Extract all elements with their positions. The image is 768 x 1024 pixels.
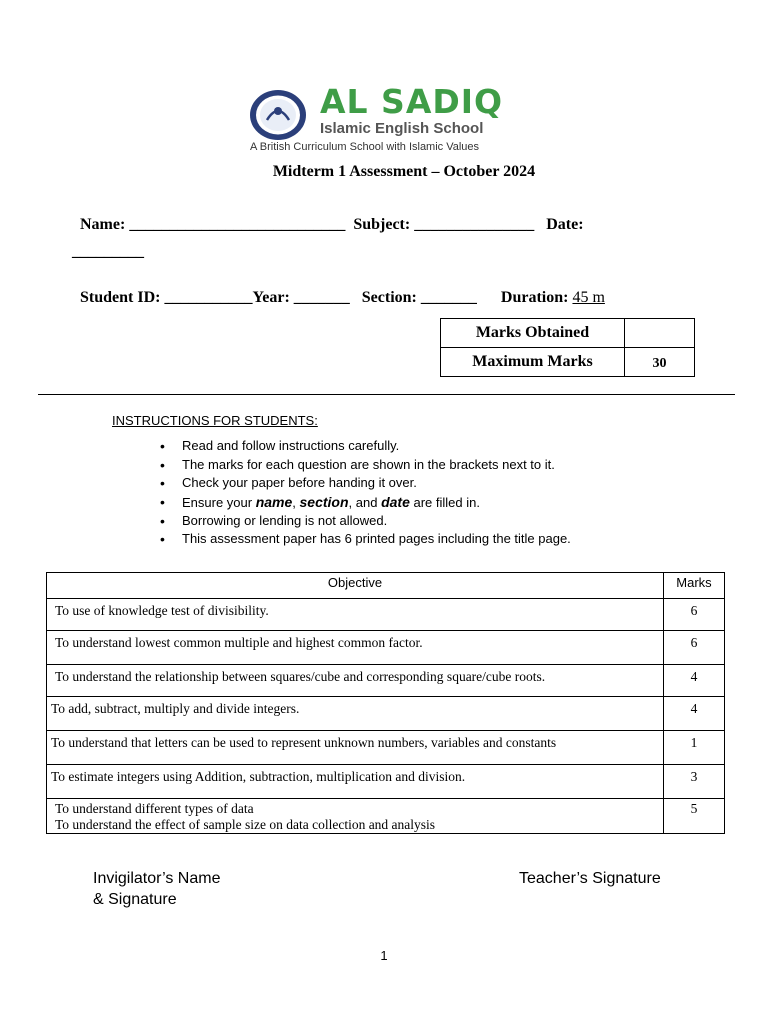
teacher-signature: Teacher’s Signature (519, 870, 661, 887)
ensure-text: are filled in. (409, 495, 480, 511)
name-field[interactable]: ___________________________ (129, 216, 346, 233)
objective-text: To use of knowledge test of divisibility. (47, 599, 664, 631)
maximum-marks-label: Maximum Marks (441, 348, 625, 377)
objectives-table (46, 572, 725, 834)
name-row (80, 216, 584, 234)
date-field[interactable]: _________ (72, 243, 144, 260)
page-number: 1 (380, 948, 388, 963)
objective-marks: 6 (664, 599, 725, 631)
year-label: Year: (252, 289, 290, 306)
table-row (47, 631, 725, 665)
school-logo (248, 84, 538, 154)
emphasis-section: section (299, 494, 349, 511)
student-id-field[interactable]: ___________ (164, 289, 253, 306)
objective-marks: 6 (664, 631, 725, 665)
objective-line: To understand the effect of sample size on data collection and analysis (55, 817, 436, 832)
list-item: • Borrowing or lending is not allowed. (182, 512, 571, 531)
divider (38, 394, 735, 395)
logo-subtitle: Islamic English School (320, 120, 484, 137)
emphasis-name: name (255, 494, 293, 511)
list-item (182, 493, 571, 512)
objective-text: To understand that letters can be used to represent unknown numbers, variables and constants (47, 731, 664, 765)
duration-label: Duration: (500, 289, 569, 306)
objective-text (47, 799, 664, 834)
objective-text: To estimate integers using Addition, subtraction, multiplication and division. (47, 765, 664, 799)
objective-line: To understand different types of data (55, 801, 254, 816)
objective-marks: 5 (664, 799, 725, 834)
page-title: Midterm 1 Assessment – October 2024 (272, 163, 536, 180)
maximum-marks-value: 30 (625, 348, 695, 377)
table-row (47, 697, 725, 731)
list-item: • This assessment paper has 6 printed pages including the title page. (182, 530, 571, 549)
student-info-row (80, 289, 605, 307)
subject-field[interactable]: _______________ (414, 216, 535, 233)
table-row (47, 599, 725, 631)
list-item: • Read and follow instructions carefully. (182, 437, 571, 456)
logo-name: AL SADIQ (320, 82, 504, 121)
objective-text: To add, subtract, multiply and divide integers. (47, 697, 664, 731)
ensure-text: , and (348, 495, 382, 511)
invigilator-label: Invigilator’s Name (93, 870, 221, 887)
list-item: • The marks for each question are shown in the brackets next to it. (182, 456, 571, 475)
marks-obtained-value[interactable] (625, 319, 695, 348)
objective-text: To understand the relationship between squares/cube and corresponding square/cube roots. (47, 665, 664, 697)
invigilator-label-2: & Signature (93, 891, 177, 908)
objective-marks: 4 (664, 665, 725, 697)
instructions-title: INSTRUCTIONS FOR STUDENTS: (112, 413, 318, 428)
table-row (47, 765, 725, 799)
objective-text: To understand lowest common multiple and highest common factor. (47, 631, 664, 665)
name-label: Name: (80, 216, 126, 233)
marks-header: Marks (664, 573, 725, 599)
list-item: • Check your paper before handing it over. (182, 474, 571, 493)
objective-header: Objective (47, 573, 664, 599)
logo-tagline: A British Curriculum School with Islamic Values (250, 141, 480, 153)
year-field[interactable]: _______ (293, 289, 350, 306)
subject-label: Subject: (353, 216, 411, 233)
table-row (47, 799, 725, 834)
date-label: Date: (546, 216, 584, 233)
duration-value: 45 m (572, 289, 605, 306)
student-id-label: Student ID: (80, 289, 161, 306)
section-label: Section: (361, 289, 417, 306)
emphasis-date: date (381, 494, 410, 511)
ensure-text: , (292, 495, 300, 511)
school-seal-icon (248, 88, 308, 142)
invigilator-signature (93, 868, 220, 910)
marks-box (440, 318, 695, 377)
section-field[interactable]: _______ (420, 289, 477, 306)
instructions-list (158, 437, 571, 549)
objective-marks: 1 (664, 731, 725, 765)
table-header-row (47, 573, 725, 599)
marks-obtained-label: Marks Obtained (441, 319, 625, 348)
ensure-text: Ensure your (182, 495, 256, 511)
table-row (47, 665, 725, 697)
objective-marks: 3 (664, 765, 725, 799)
objective-marks: 4 (664, 697, 725, 731)
table-row (47, 731, 725, 765)
